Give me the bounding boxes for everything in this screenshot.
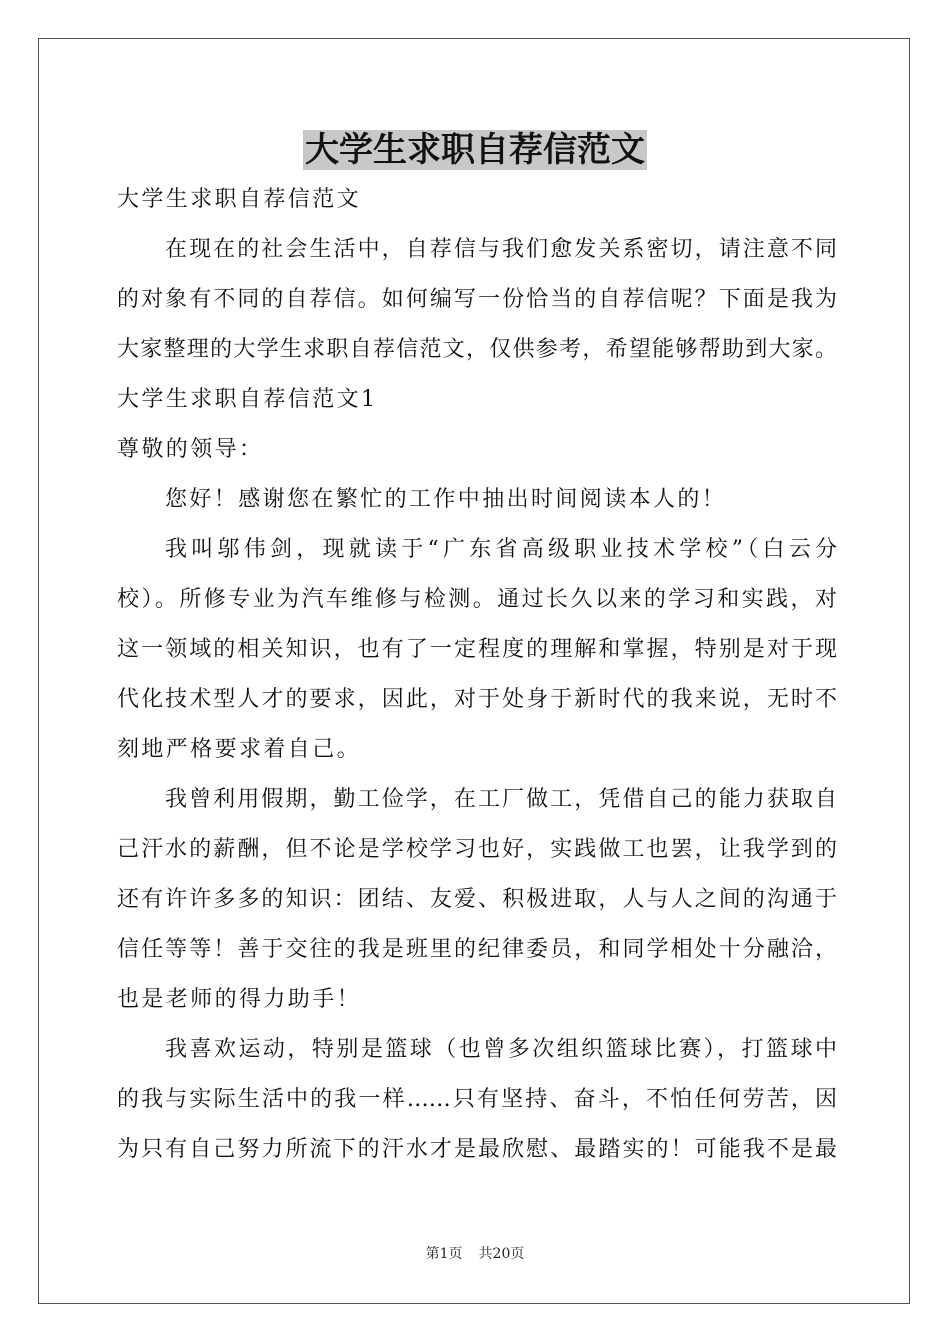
salutation-line: 尊敬的领导： [117,437,264,462]
paragraph-line: 的对象有不同的自荐信。如何编写一份恰当的自荐信呢？下面是我为 [117,287,837,312]
page-footer [0,1244,950,1264]
paragraph-line: 也是老师的得力助手！ [117,987,362,1012]
paragraph-line: 我喜欢运动，特别是篮球（也曾多次组织篮球比赛），打篮球中 [165,1037,837,1062]
section-heading-line: 大学生求职自荐信范文1 [117,387,378,412]
document-title [0,126,950,174]
paragraph-line: 我叫邬伟剑，现就读于“广东省高级职业技术学校”（白云分 [165,537,837,562]
paragraph-line: 校）。所修专业为汽车维修与检测。通过长久以来的学习和实践，对 [117,587,837,612]
subtitle-line: 大学生求职自荐信范文 [117,187,362,212]
paragraph-line: 在现在的社会生活中，自荐信与我们愈发关系密切，请注意不同 [165,237,837,262]
paragraph-line: 刻地严格要求着自己。 [117,737,362,762]
page-number: 第1页 [425,1246,463,1262]
paragraph-line: 这一领域的相关知识，也有了一定程度的理解和掌握，特别是对于现 [117,637,837,662]
paragraph-line: 己汗水的薪酬，但不论是学校学习也好，实践做工也罢，让我学到的 [117,837,837,862]
paragraph-line: 我曾利用假期，勤工俭学，在工厂做工，凭借自己的能力获取自 [165,787,837,812]
document-body [117,175,837,1175]
document-title-text: 大学生求职自荐信范文 [305,130,645,170]
page-total: 共20页 [478,1246,525,1262]
paragraph-line: 还有许许多多的知识：团结、友爱、积极进取，人与人之间的沟通于 [117,887,837,912]
paragraph-line: 的我与实际生活中的我一样……只有坚持、奋斗，不怕任何劳苦，因 [117,1087,837,1112]
paragraph-line: 为只有自己努力所流下的汗水才是最欣慰、最踏实的！可能我不是最 [117,1137,837,1162]
paragraph-line: 代化技术型人才的要求，因此，对于处身于新时代的我来说，无时不 [117,687,837,712]
paragraph-line: 大家整理的大学生求职自荐信范文，仅供参考，希望能够帮助到大家。 [117,337,837,362]
paragraph-line: 信任等等！善于交往的我是班里的纪律委员，和同学相处十分融洽， [117,937,837,962]
paragraph-line: 您好！感谢您在繁忙的工作中抽出时间阅读本人的！ [165,487,727,512]
